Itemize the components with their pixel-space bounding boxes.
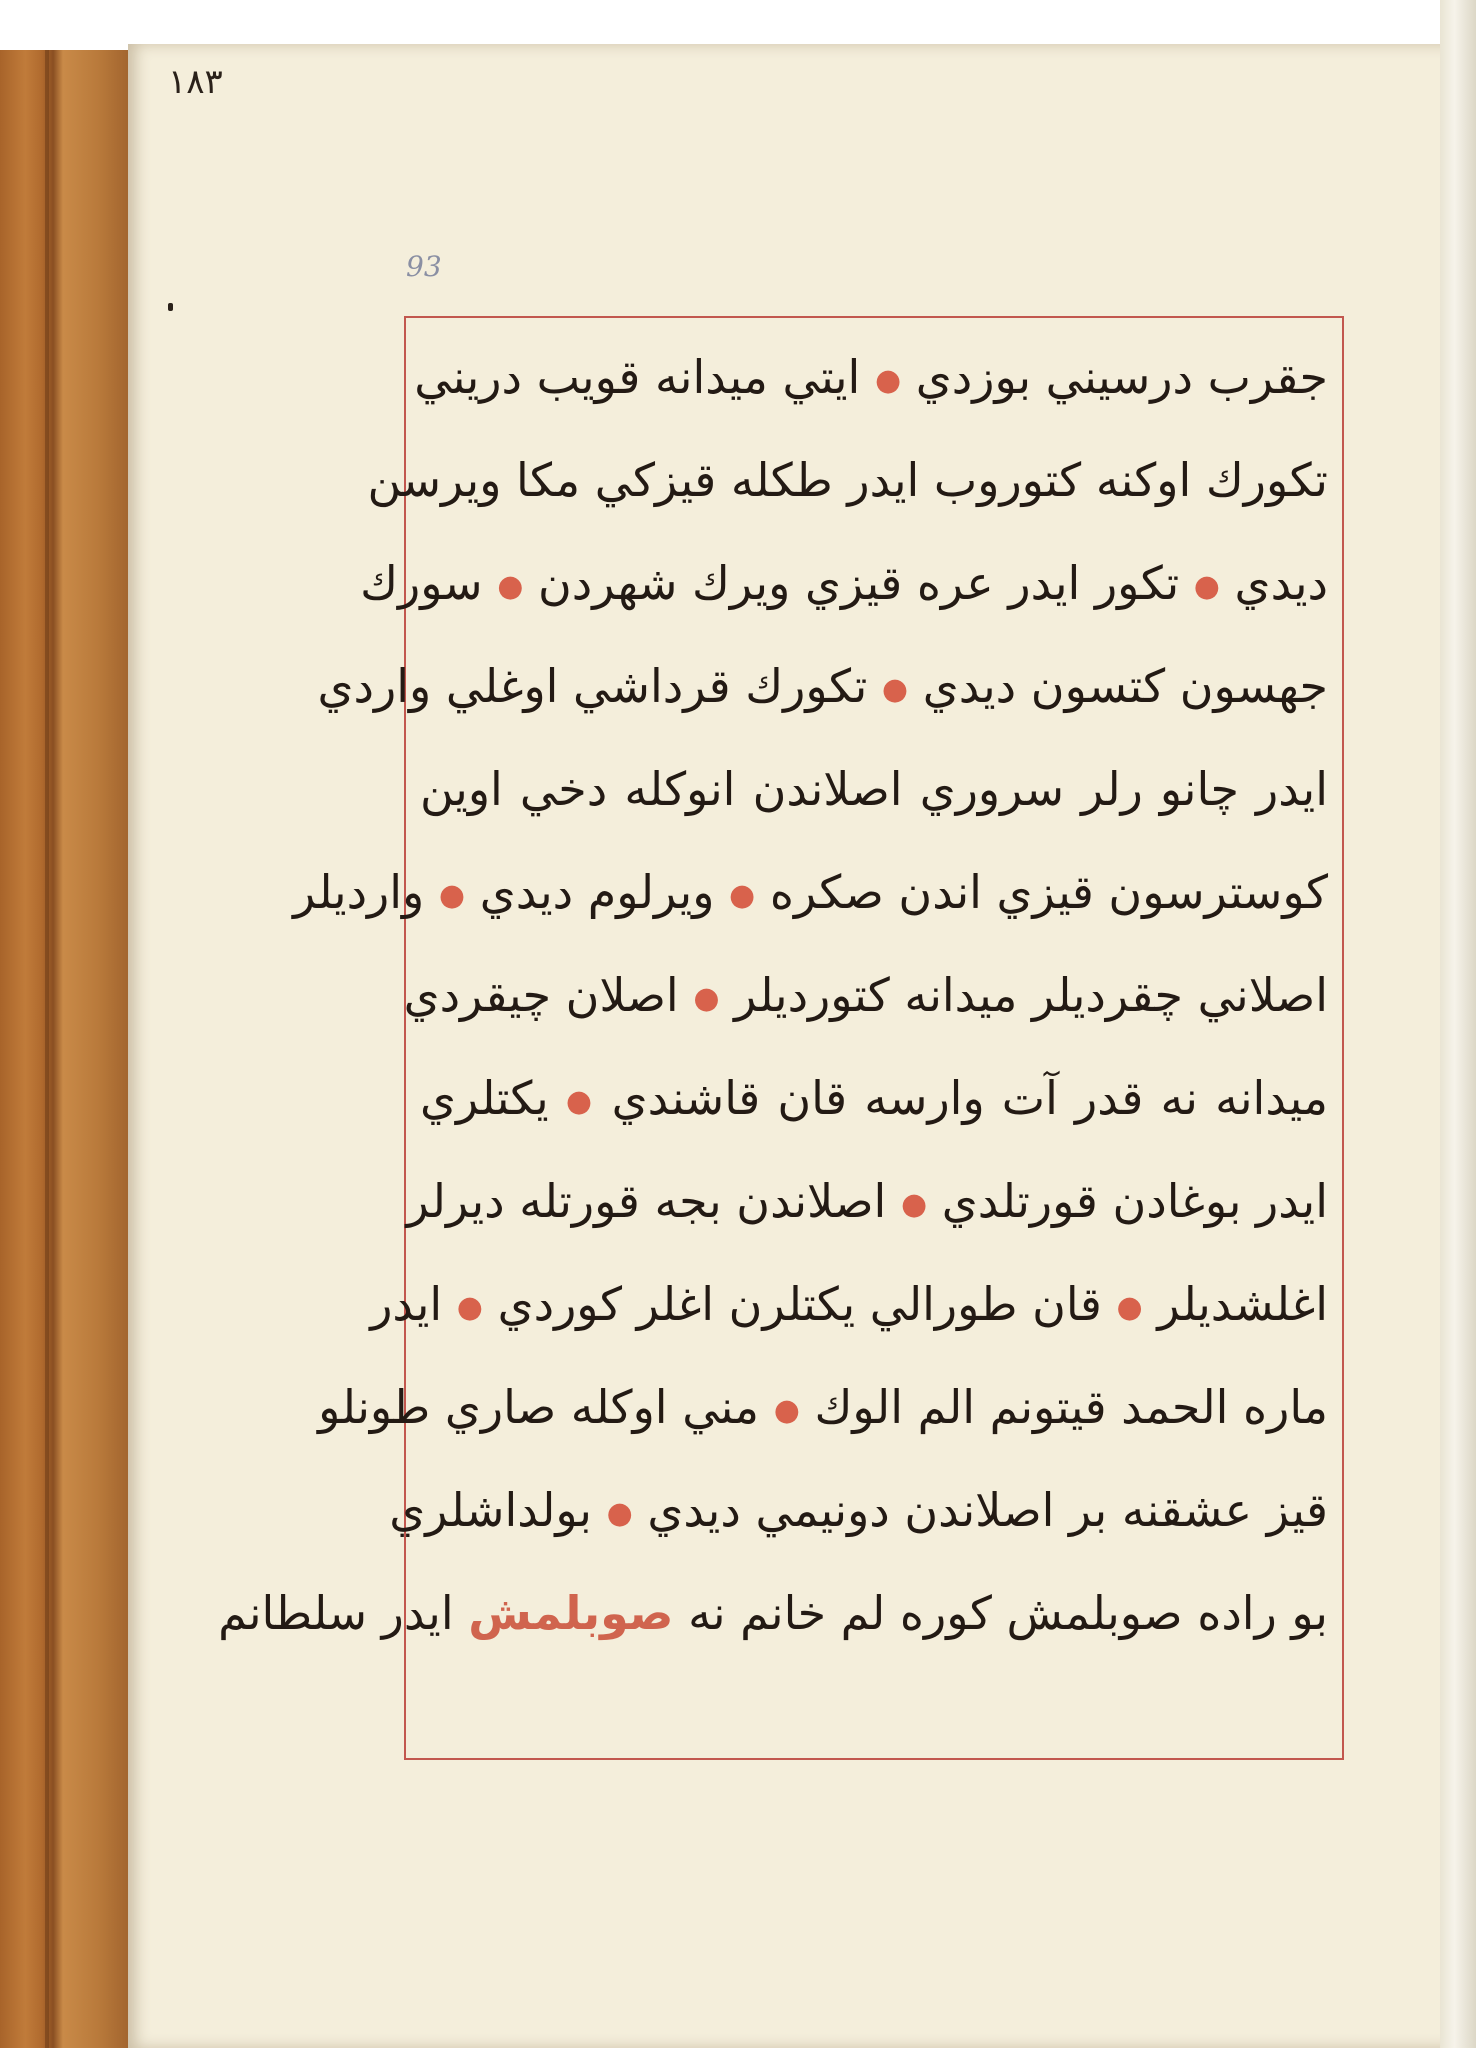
text-line: اغلشدیلر ● قان طورالي يكتلرن اغلر كوردي ● ايدر	[370, 1277, 1328, 1331]
text-line: جهسون كتسون ديدي ● تكورك قرداشي اوغلي واردي	[317, 659, 1328, 713]
rubric-dot: ●	[563, 1084, 595, 1119]
rubric-dot: ●	[456, 1290, 483, 1325]
rubric-dot: ●	[497, 569, 524, 604]
rubric-word: صوبلمش	[468, 1586, 674, 1640]
text-line: قيز عشقنه بر اصلاندن دونيمي ديدي ● بولداشلري	[389, 1483, 1328, 1537]
text-line: ايدر بوغادن قورتلدي ● اصلاندن بجه قورتله ديرلر	[406, 1174, 1328, 1228]
rubric-dot: ●	[729, 878, 756, 913]
facing-page-edge	[1440, 0, 1476, 2048]
text-line: جقرب درسيني بوزدي ● ايتي ميدانه قويب دريني	[414, 350, 1328, 404]
rubric-dot: ●	[693, 981, 720, 1016]
rubric-dot: ●	[1193, 569, 1220, 604]
text-line: اصلاني چقردیلر ميدانه كتوردیلر ● اصلان چيقردي	[403, 968, 1328, 1022]
rubric-dot: ●	[1116, 1290, 1143, 1325]
text-line: بو راده صوبلمش كوره لم خانم نه صوبلمش ايدر سلطانم	[218, 1586, 1328, 1640]
text-line: ديدي ● تكور ايدر عره قيزي ويرك شهردن ● سورك	[360, 556, 1328, 610]
ink-mark	[168, 303, 173, 311]
text-line: ماره الحمد قيتونم الم الوك ● مني اوكله صاري طونلو	[318, 1380, 1328, 1434]
top-strip	[128, 0, 1476, 44]
text-line: تكورك اوكنه كتوروب ايدر طكله قيزكي مكا ويرسن	[367, 453, 1328, 507]
rubric-dot: ●	[874, 363, 902, 398]
text-line: كوسترسون قيزي اندن صكره ● ويرلوم ديدي ● واردیلر	[293, 865, 1328, 919]
folio-number: ١٨٣	[168, 62, 223, 102]
rubric-dot: ●	[606, 1496, 633, 1531]
rubric-dot: ●	[438, 878, 466, 913]
rubric-dot: ●	[881, 672, 909, 707]
text-line: ايدر چانو رلر سروري اصلاندن انوكله دخي اوين	[420, 762, 1328, 816]
rubric-dot: ●	[900, 1187, 928, 1222]
book-cover-spine	[0, 50, 140, 2048]
text-block	[218, 326, 1328, 1665]
rubric-dot: ●	[773, 1393, 800, 1428]
pencil-page-number: 93	[406, 250, 442, 283]
text-line: ميدانه نه قدر آت وارسه قان قاشندي ● يكتلري	[420, 1071, 1328, 1125]
